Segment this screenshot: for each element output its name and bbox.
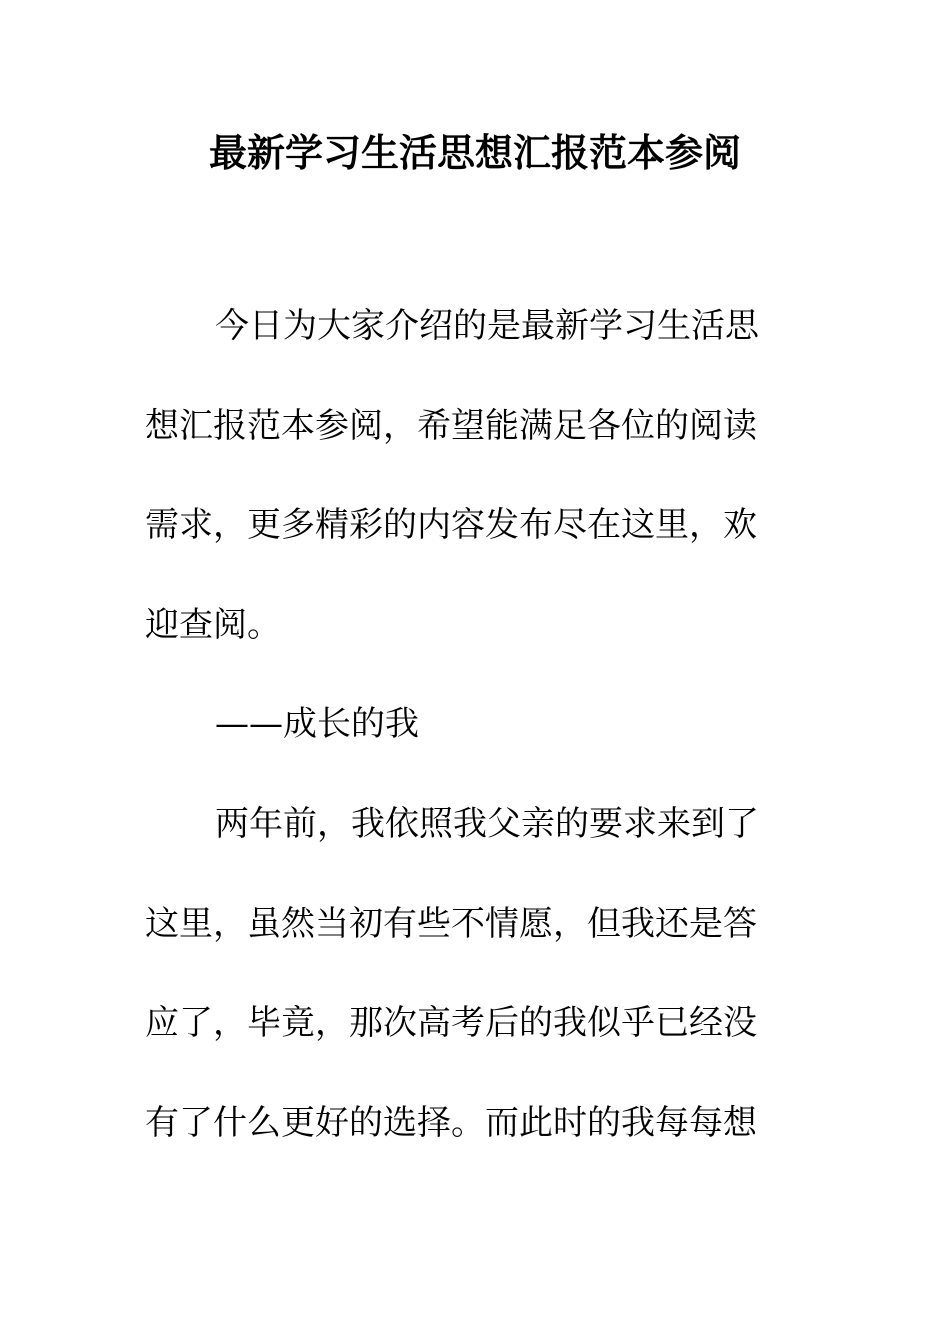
paragraph-line: 这里，虽然当初有些不情愿，但我还是答 <box>145 904 757 944</box>
paragraph-line: 两年前，我依照我父亲的要求来到了 <box>215 804 759 844</box>
paragraph-line: 今日为大家介绍的是最新学习生活思 <box>215 306 759 346</box>
paragraph-line: 需求，更多精彩的内容发布尽在这里，欢 <box>145 505 757 545</box>
paragraph-line: 想汇报范本参阅，希望能满足各位的阅读 <box>145 406 757 446</box>
paragraph-line: 有了什么更好的选择。而此时的我每每想 <box>145 1103 757 1143</box>
paragraph-line: 应了，毕竟，那次高考后的我似乎已经没 <box>145 1003 757 1043</box>
paragraph-line: 迎查阅。 <box>145 605 281 645</box>
document-title: 最新学习生活思想汇报范本参阅 <box>208 131 741 175</box>
paragraph-line: ——成长的我 <box>215 704 419 744</box>
